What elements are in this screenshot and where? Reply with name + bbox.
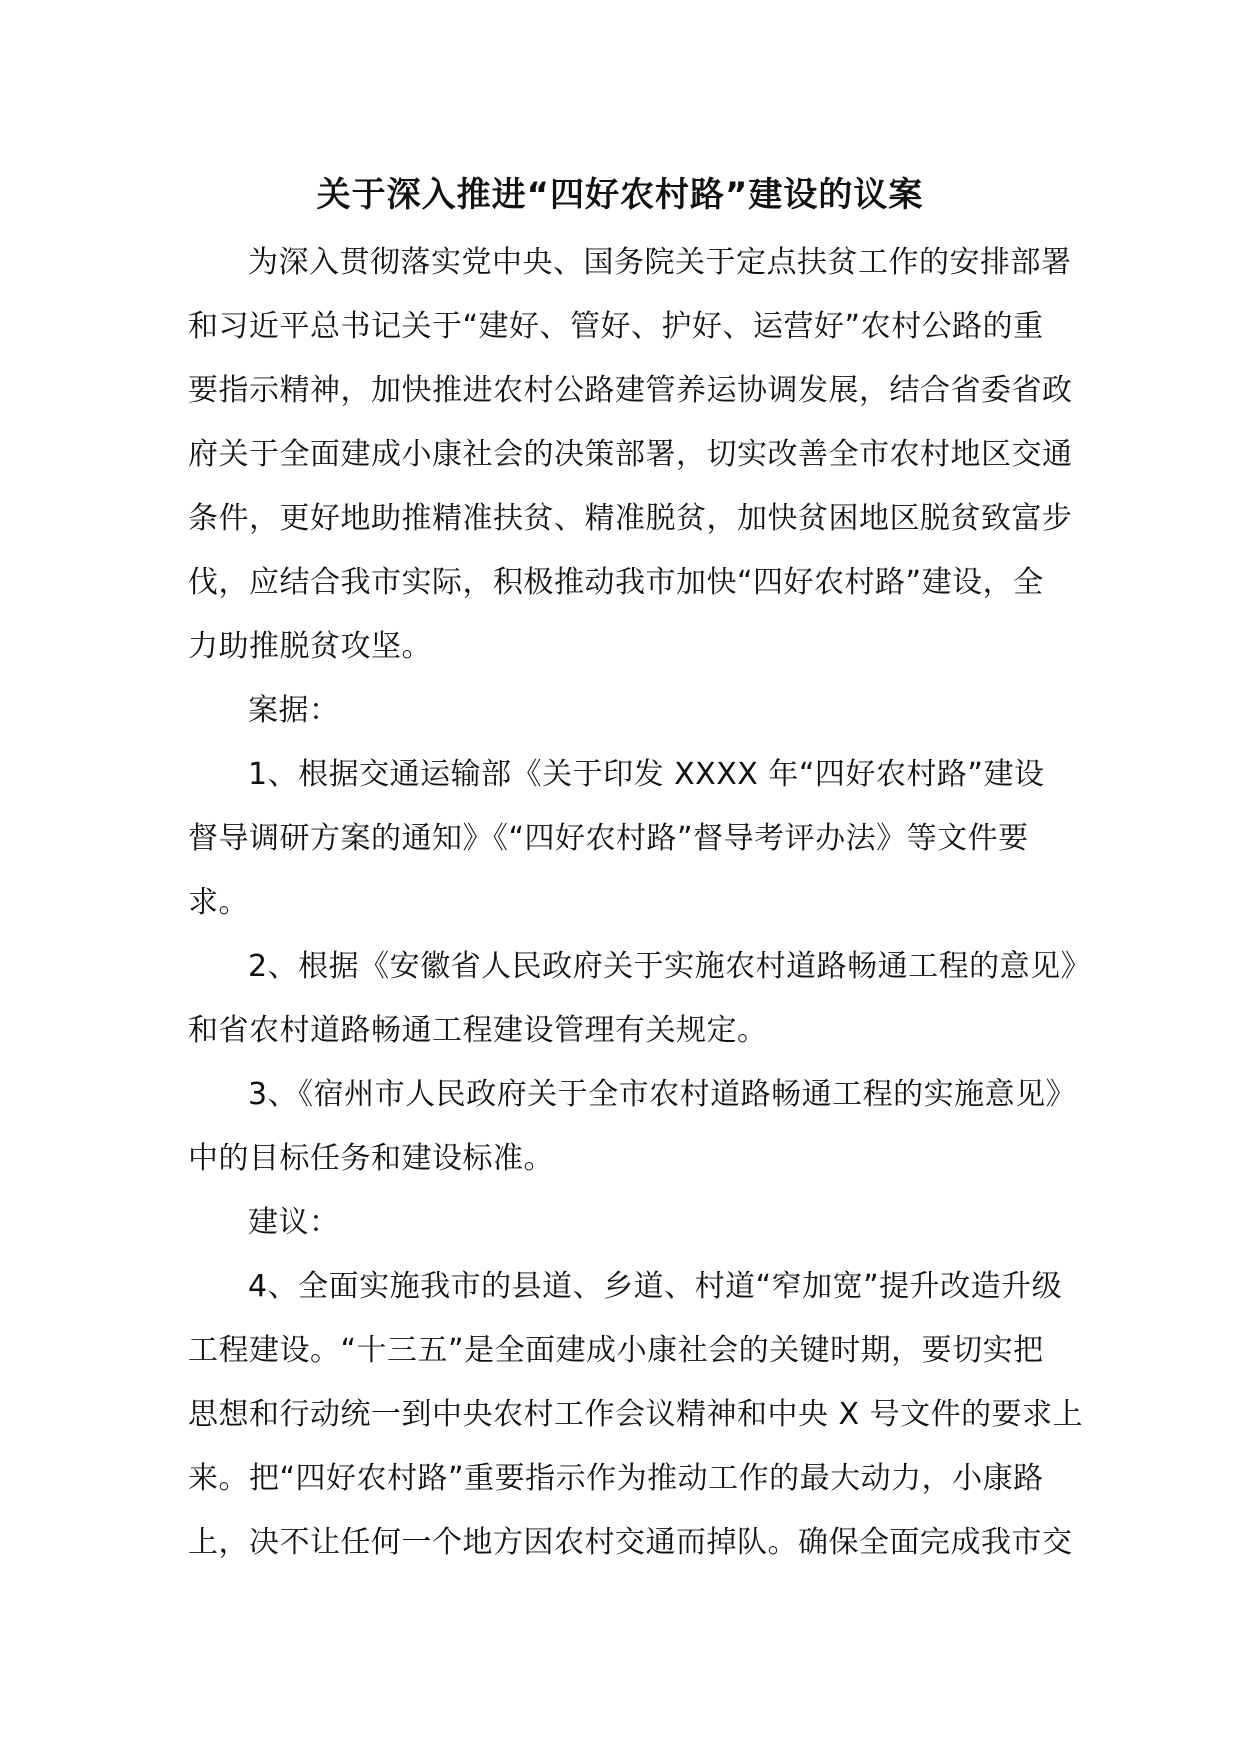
paragraph-line: 来。把“四好农村路”重要指示作为推动工作的最大动力，小康路 [188,1461,1044,1496]
paragraph-line: 和省农村道路畅通工程建设管理有关规定。 [188,1013,768,1048]
paragraph-line: 3、《宿州市人民政府关于全市农村道路畅通工程的实施意见》 [248,1077,1077,1112]
paragraph-line: 工程建设。“十三五”是全面建成小康社会的关键时期，要切实把 [188,1333,1044,1368]
paragraph-line: 府关于全面建成小康社会的决策部署，切实改善全市农村地区交通 [188,437,1073,472]
section-heading-suggestion: 建议： [248,1205,340,1240]
paragraph-line: 思想和行动统一到中央农村工作会议精神和中央 X 号文件的要求上 [188,1397,1084,1432]
paragraph-line: 4、全面实施我市的县道、乡道、村道“窄加宽”提升改造升级 [248,1269,1063,1304]
document-title: 关于深入推进“四好农村路”建设的议案 [316,175,924,215]
paragraph-line: 条件，更好地助推精准扶贫、精准脱贫，加快贫困地区脱贫致富步 [188,501,1073,536]
paragraph-line: 为深入贯彻落实党中央、国务院关于定点扶贫工作的安排部署 [248,245,1072,280]
paragraph-line: 中的目标任务和建设标准。 [188,1141,554,1176]
section-heading-basis: 案据： [248,693,340,728]
paragraph-line: 要指示精神，加快推进农村公路建管养运协调发展，结合省委省政 [188,373,1073,408]
paragraph-line: 督导调研方案的通知》《“四好农村路”督导考评办法》等文件要 [188,821,1029,856]
paragraph-line: 上，决不让任何一个地方因农村交通而掉队。确保全面完成我市交 [188,1525,1073,1560]
paragraph-line: 力助推脱贫攻坚。 [188,629,432,664]
paragraph-line: 2、根据《安徽省人民政府关于实施农村道路畅通工程的意见》 [248,949,1092,984]
paragraph-line: 伐，应结合我市实际，积极推动我市加快“四好农村路”建设，全 [188,565,1044,600]
paragraph-line: 和习近平总书记关于“建好、管好、护好、运营好”农村公路的重 [188,309,1044,344]
paragraph-line: 1、根据交通运输部《关于印发 XXXX 年“四好农村路”建设 [248,757,1045,792]
paragraph-line: 求。 [188,885,249,920]
